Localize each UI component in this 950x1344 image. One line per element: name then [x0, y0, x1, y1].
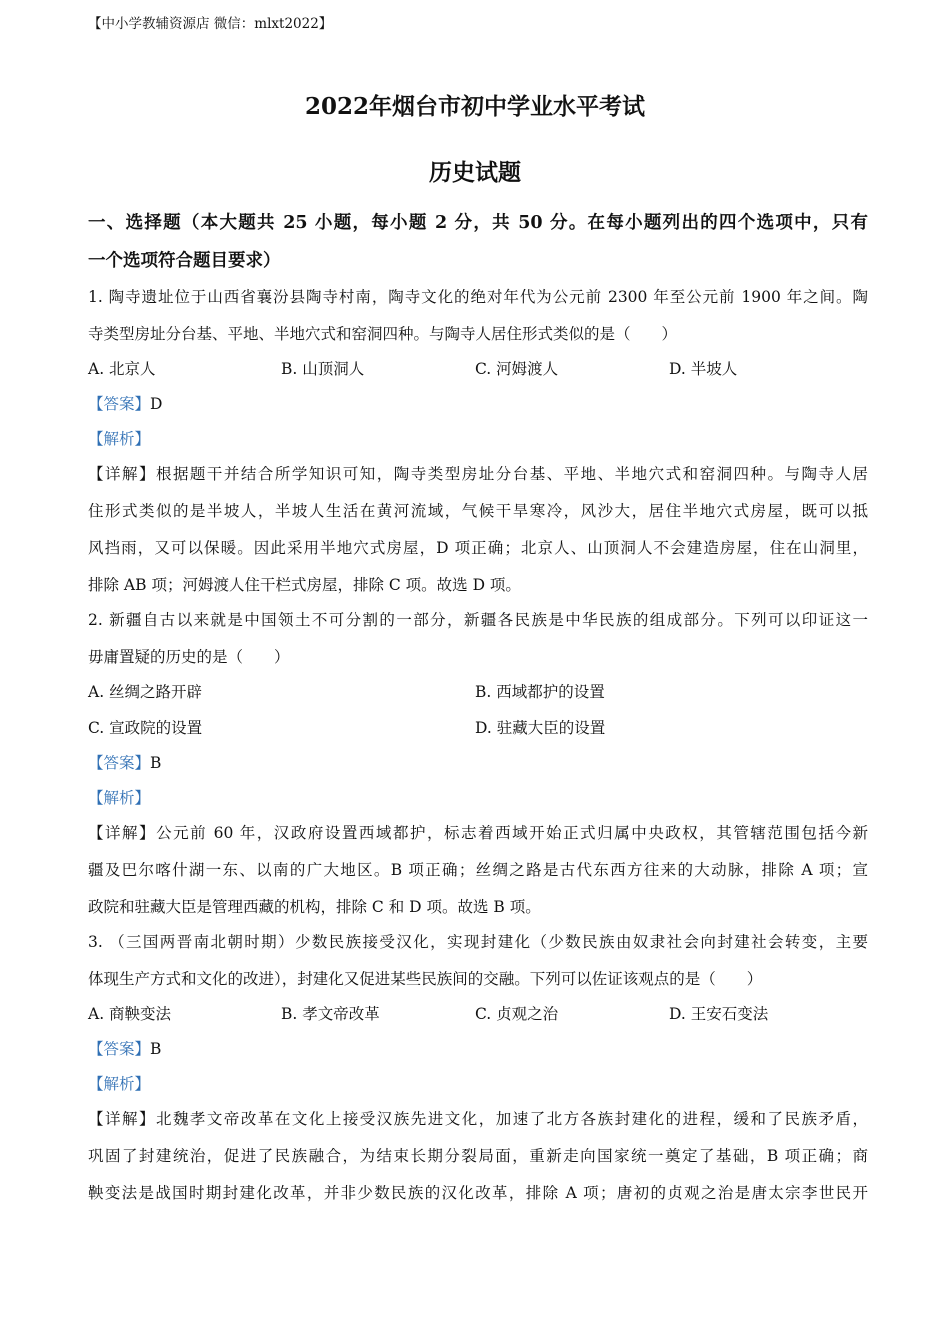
question-3-option-d: D. 王安石变法: [669, 1005, 769, 1023]
answer-label: 【答案】: [88, 1040, 151, 1058]
exam-title: 2022年烟台市初中学业水平考试: [304, 93, 645, 120]
question-3-stem-line-2: 体现生产方式和文化的改进），封建化又促进某些民族间的交融。下列可以佐证该观点的是（ ）: [88, 970, 763, 988]
question-1-option-c: C. 河姆渡人: [475, 360, 559, 378]
question-2-option-b: B. 西域都护的设置: [475, 683, 605, 701]
section-heading-line-1: 一、选择题（本大题共 25 小题，每小题 2 分，共 50 分。在每小题列出的四个选项中，只有: [88, 213, 868, 233]
analysis-label: 【解析】: [88, 430, 151, 448]
question-2-stem-line-1: 2. 新疆自古以来就是中国领土不可分割的一部分，新疆各民族是中华民族的组成部分。下列可以印证这一: [88, 611, 868, 629]
detail-text: 公元前 60 年，汉政府设置西域都护，标志着西域开始正式归属中央政权，其管辖范围包括今新: [156, 824, 868, 842]
question-1-stem-line-1: 1. 陶寺遗址位于山西省襄汾县陶寺村南，陶寺文化的绝对年代为公元前 2300 年至公元前 1900 年之间。陶: [88, 288, 868, 306]
detail-label: 【详解】: [88, 824, 157, 842]
question-3-stem-line-1: 3. （三国两晋南北朝时期）少数民族接受汉化，实现封建化（少数民族由奴隶社会向封建社会转变，主要: [88, 933, 868, 951]
question-1-option-b: B. 山顶洞人: [281, 360, 365, 378]
section-heading-line-2: 一个选项符合题目要求）: [88, 251, 281, 271]
answer-value: B: [150, 754, 162, 772]
question-2-analysis-label: [88, 786, 868, 808]
question-2-option-a: A. 丝绸之路开辟: [88, 683, 203, 701]
question-1-answer: [88, 392, 868, 414]
question-2-option-c: C. 宣政院的设置: [88, 719, 203, 737]
detail-text: 根据题干并结合所学知识可知，陶寺类型房址分台基、平地、半地穴式和窑洞四种。与陶寺人居: [155, 465, 868, 483]
question-2-detail-line-3: 政院和驻藏大臣是管理西藏的机构，排除 C 和 D 项。故选 B 项。: [88, 898, 541, 916]
question-2-stem-line-2: 毋庸置疑的历史的是（ ）: [88, 648, 290, 666]
question-1-option-a: A. 北京人: [88, 360, 156, 378]
question-3-detail-line-1: [88, 1107, 868, 1129]
question-1-detail-line-4: 排除 AB 项；河姆渡人住干栏式房屋，排除 C 项。故选 D 项。: [88, 576, 521, 594]
answer-label: 【答案】: [88, 754, 151, 772]
detail-label: 【详解】: [88, 1110, 156, 1128]
question-1-detail-line-2: 住形式类似的是半坡人，半坡人生活在黄河流域，气候干旱寒冷，风沙大，居住半地穴式房屋，既可以抵: [88, 502, 868, 520]
question-3-option-b: B. 孝文帝改革: [281, 1005, 380, 1023]
question-1-stem-line-2: 寺类型房址分台基、平地、半地穴式和窑洞四种。与陶寺人居住形式类似的是（ ）: [88, 325, 678, 343]
question-1-detail-line-1: [88, 462, 868, 484]
detail-text: 北魏孝文帝改革在文化上接受汉族先进文化，加速了北方各族封建化的进程，缓和了民族矛盾，: [155, 1110, 868, 1128]
answer-value: D: [150, 395, 163, 413]
question-2-answer: [88, 751, 868, 773]
question-3-answer: [88, 1037, 868, 1059]
question-3-option-a: A. 商鞅变法: [88, 1005, 172, 1023]
question-2-option-d: D. 驻藏大臣的设置: [475, 719, 606, 737]
exam-subtitle: 历史试题: [429, 159, 521, 186]
answer-label: 【答案】: [88, 395, 151, 413]
detail-label: 【详解】: [88, 465, 156, 483]
analysis-label: 【解析】: [88, 1075, 151, 1093]
analysis-label: 【解析】: [88, 789, 151, 807]
question-3-detail-line-2: 巩固了封建统治，促进了民族融合，为结束长期分裂局面，重新走向国家统一奠定了基础，B 项正确；商: [88, 1147, 868, 1165]
answer-value: B: [150, 1040, 162, 1058]
question-1-option-d: D. 半坡人: [669, 360, 738, 378]
question-2-detail-line-2: 疆及巴尔喀什湖一东、以南的广大地区。B 项正确；丝绸之路是古代东西方往来的大动脉，排除 A 项；宣: [88, 861, 868, 879]
question-1-detail-line-3: 风挡雨，又可以保暖。因此采用半地穴式房屋，D 项正确；北京人、山顶洞人不会建造房屋，住在山洞里，: [88, 539, 868, 557]
question-3-detail-line-3: 鞅变法是战国时期封建化改革，并非少数民族的汉化改革，排除 A 项；唐初的贞观之治是唐太宗李世民开: [88, 1184, 868, 1202]
header-note: 【中小学教辅资源店 微信：mlxt2022】: [88, 16, 333, 32]
question-2-detail-line-1: [88, 821, 868, 843]
question-3-option-c: C. 贞观之治: [475, 1005, 559, 1023]
question-1-analysis-label: [88, 427, 868, 449]
question-3-analysis-label: [88, 1072, 868, 1094]
